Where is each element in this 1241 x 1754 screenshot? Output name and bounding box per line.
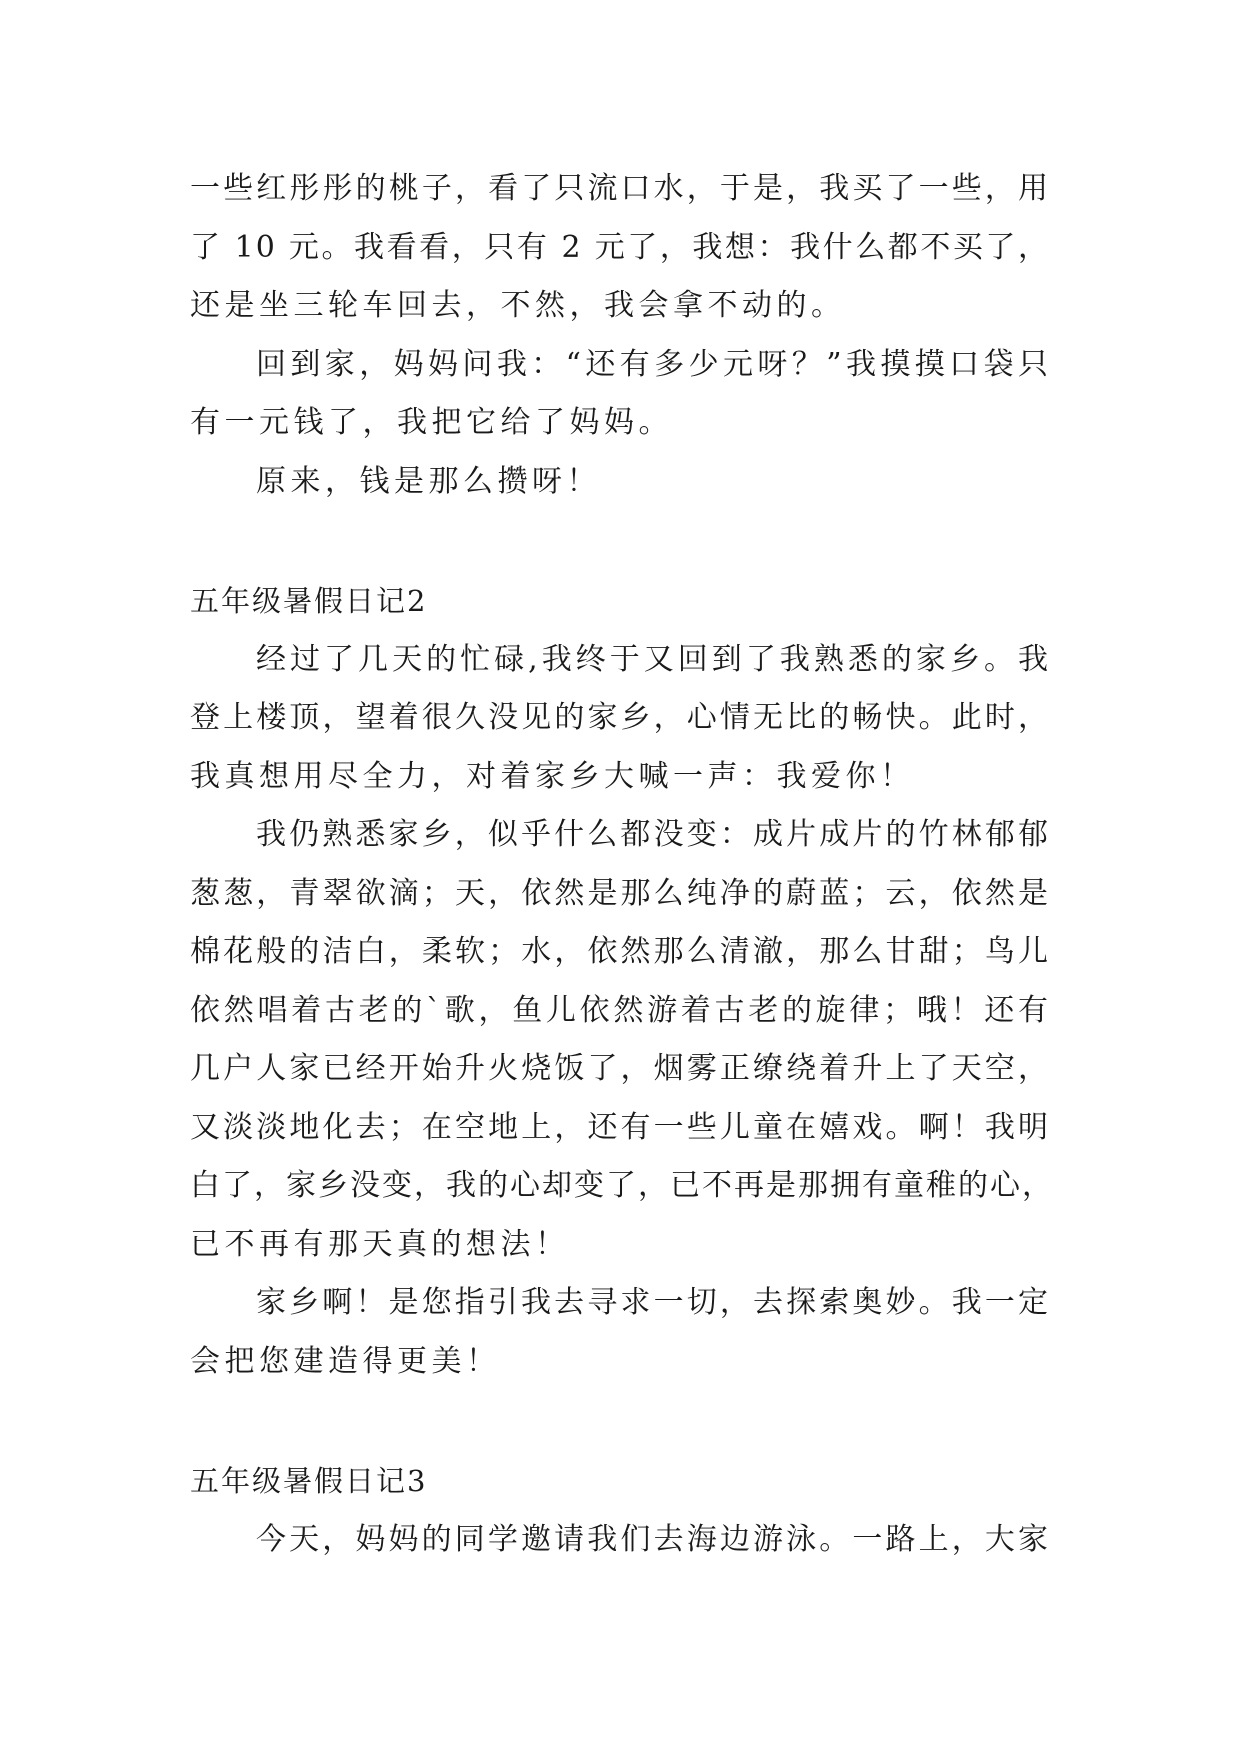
paragraph-line: 我仍熟悉家乡，似乎什么都没变：成片成片的竹林郁郁 (256, 817, 1050, 852)
paragraph-line: 白了，家乡没变，我的心却变了，已不再是那拥有童稚的心， (190, 1168, 1054, 1203)
paragraph-line: 我真想用尽全力，对着家乡大喊一声：我爱你！ (190, 758, 915, 794)
paragraph-line: 棉花般的洁白，柔软；水，依然那么清澈，那么甘甜；鸟儿 (190, 934, 1050, 969)
paragraph-line: 有一元钱了，我把它给了妈妈。 (190, 405, 673, 440)
paragraph-line: 了 10 元。我看看，只有 2 元了，我想：我什么都不买了， (190, 229, 1050, 265)
paragraph-line: 又淡淡地化去；在空地上，还有一些儿童在嬉戏。啊！我明 (190, 1109, 1050, 1145)
paragraph-line: 会把您建造得更美！ (190, 1343, 501, 1379)
paragraph-line: 今天，妈妈的同学邀请我们去海边游泳。一路上，大家 (256, 1521, 1050, 1557)
paragraph-line: 一些红彤彤的桃子，看了只流口水，于是，我买了一些，用 (190, 171, 1050, 206)
section-spacer (190, 511, 1050, 572)
paragraph-line: 已不再有那天真的想法！ (190, 1226, 570, 1262)
paragraph-line: 家乡啊！是您指引我去寻求一切，去探索奥妙。我一定 (256, 1285, 1050, 1320)
paragraph-line: 几户人家已经开始升火烧饭了，烟雾正缭绕着升上了天空， (190, 1051, 1050, 1086)
paragraph-line: 回到家，妈妈问我：“还有多少元呀？”我摸摸口袋只 (256, 346, 1050, 382)
paragraph-line: 经过了几天的忙碌,我终于又回到了我熟悉的家乡。我 (256, 641, 1050, 677)
section-title: 五年级暑假日记2 (190, 584, 428, 618)
section-title: 五年级暑假日记3 (190, 1464, 428, 1498)
paragraph-line: 登上楼顶，望着很久没见的家乡，心情无比的畅快。此时， (190, 700, 1050, 735)
paragraph-line: 原来，钱是那么攒呀！ (256, 463, 601, 499)
paragraph-line: 葱葱，青翠欲滴；天，依然是那么纯净的蔚蓝；云，依然是 (190, 875, 1050, 911)
document-body (190, 160, 1054, 1569)
paragraph-line: 还是坐三轮车回去，不然，我会拿不动的。 (190, 288, 846, 323)
section-spacer (190, 1391, 1050, 1452)
paragraph-line: 依然唱着古老的`歌，鱼儿依然游着古老的旋律；哦！还有 (190, 992, 1050, 1028)
